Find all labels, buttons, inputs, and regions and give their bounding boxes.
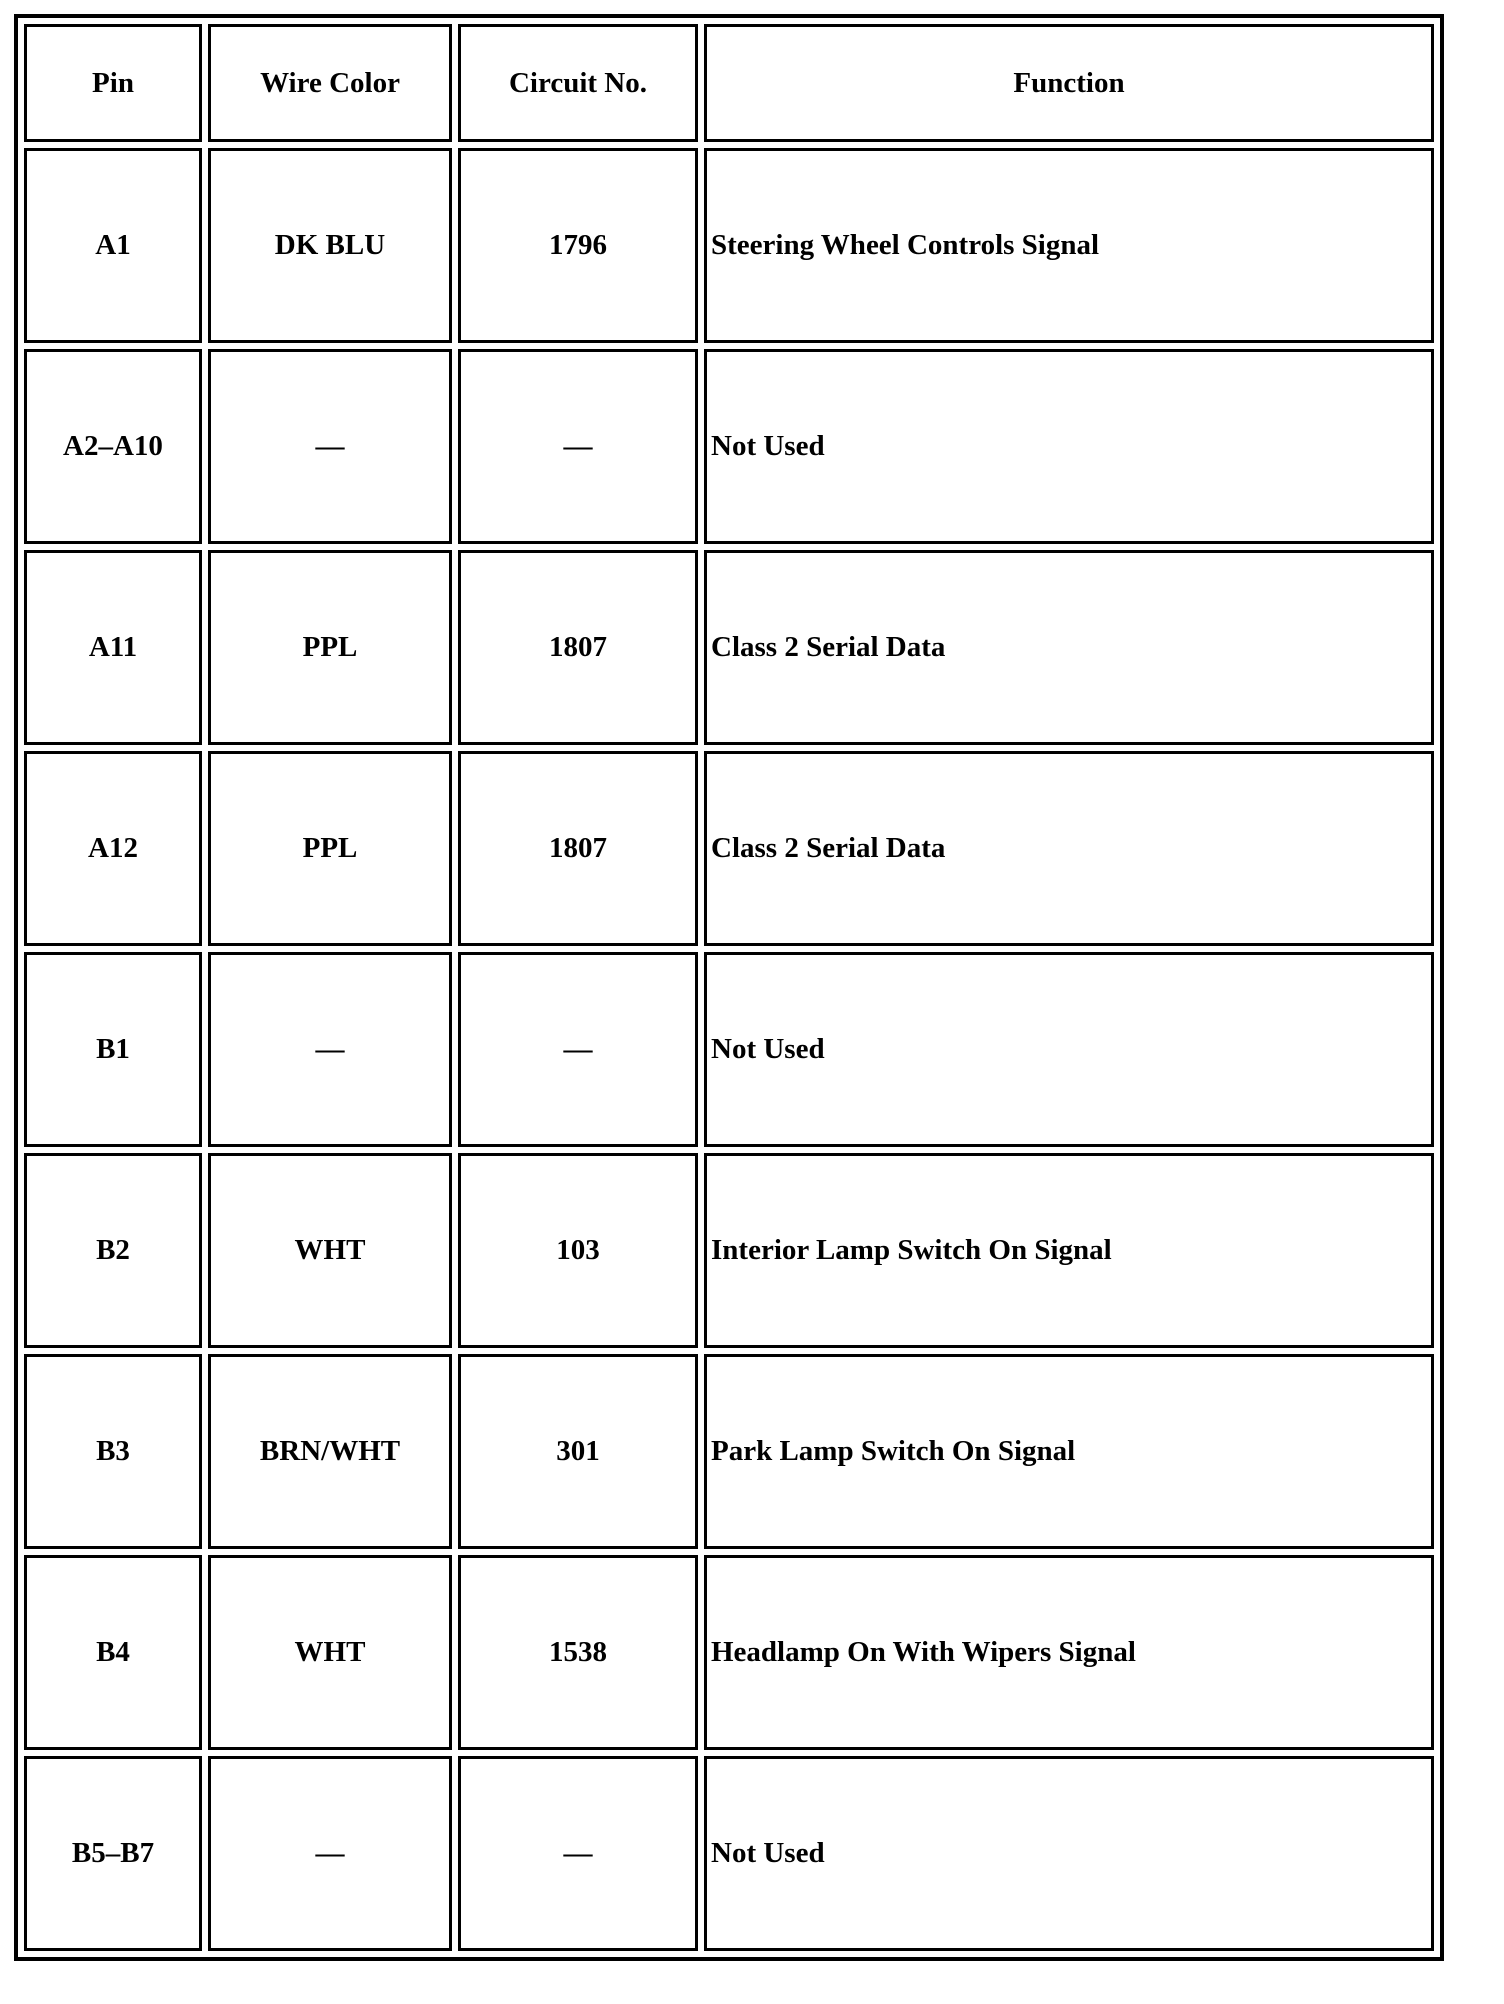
cell-wire-color: WHT (208, 1153, 452, 1348)
table-row (24, 1354, 1434, 1549)
cell-pin: B4 (24, 1555, 202, 1750)
cell-wire-color: PPL (208, 550, 452, 745)
cell-wire-color: — (208, 349, 452, 544)
cell-function: Steering Wheel Controls Signal (704, 148, 1434, 343)
table-row (24, 1555, 1434, 1750)
cell-wire-color: — (208, 1756, 452, 1951)
cell-function: Park Lamp Switch On Signal (704, 1354, 1434, 1549)
header-pin: Pin (24, 24, 202, 142)
cell-pin: A12 (24, 751, 202, 946)
cell-function: Class 2 Serial Data (704, 550, 1434, 745)
cell-function: Class 2 Serial Data (704, 751, 1434, 946)
cell-circuit-no: 1538 (458, 1555, 698, 1750)
cell-pin: A1 (24, 148, 202, 343)
cell-circuit-no: 1796 (458, 148, 698, 343)
cell-pin: A2–A10 (24, 349, 202, 544)
table-row (24, 550, 1434, 745)
table-row (24, 1756, 1434, 1951)
cell-wire-color: BRN/WHT (208, 1354, 452, 1549)
cell-wire-color: DK BLU (208, 148, 452, 343)
table-row (24, 952, 1434, 1147)
table-row (24, 1153, 1434, 1348)
cell-function: Interior Lamp Switch On Signal (704, 1153, 1434, 1348)
cell-pin: A11 (24, 550, 202, 745)
cell-wire-color: PPL (208, 751, 452, 946)
cell-wire-color: WHT (208, 1555, 452, 1750)
cell-wire-color: — (208, 952, 452, 1147)
cell-pin: B3 (24, 1354, 202, 1549)
table-row (24, 751, 1434, 946)
table-row (24, 349, 1434, 544)
cell-circuit-no: — (458, 349, 698, 544)
cell-pin: B5–B7 (24, 1756, 202, 1951)
cell-circuit-no: 1807 (458, 751, 698, 946)
table-header-row (24, 24, 1434, 142)
cell-function: Not Used (704, 349, 1434, 544)
cell-circuit-no: — (458, 952, 698, 1147)
cell-circuit-no: 301 (458, 1354, 698, 1549)
header-wire-color: Wire Color (208, 24, 452, 142)
cell-circuit-no: — (458, 1756, 698, 1951)
header-circuit-no: Circuit No. (458, 24, 698, 142)
cell-circuit-no: 1807 (458, 550, 698, 745)
header-function: Function (704, 24, 1434, 142)
cell-circuit-no: 103 (458, 1153, 698, 1348)
cell-function: Not Used (704, 1756, 1434, 1951)
cell-pin: B2 (24, 1153, 202, 1348)
connector-pinout-table (14, 14, 1444, 1961)
table-row (24, 148, 1434, 343)
cell-function: Headlamp On With Wipers Signal (704, 1555, 1434, 1750)
cell-function: Not Used (704, 952, 1434, 1147)
cell-pin: B1 (24, 952, 202, 1147)
